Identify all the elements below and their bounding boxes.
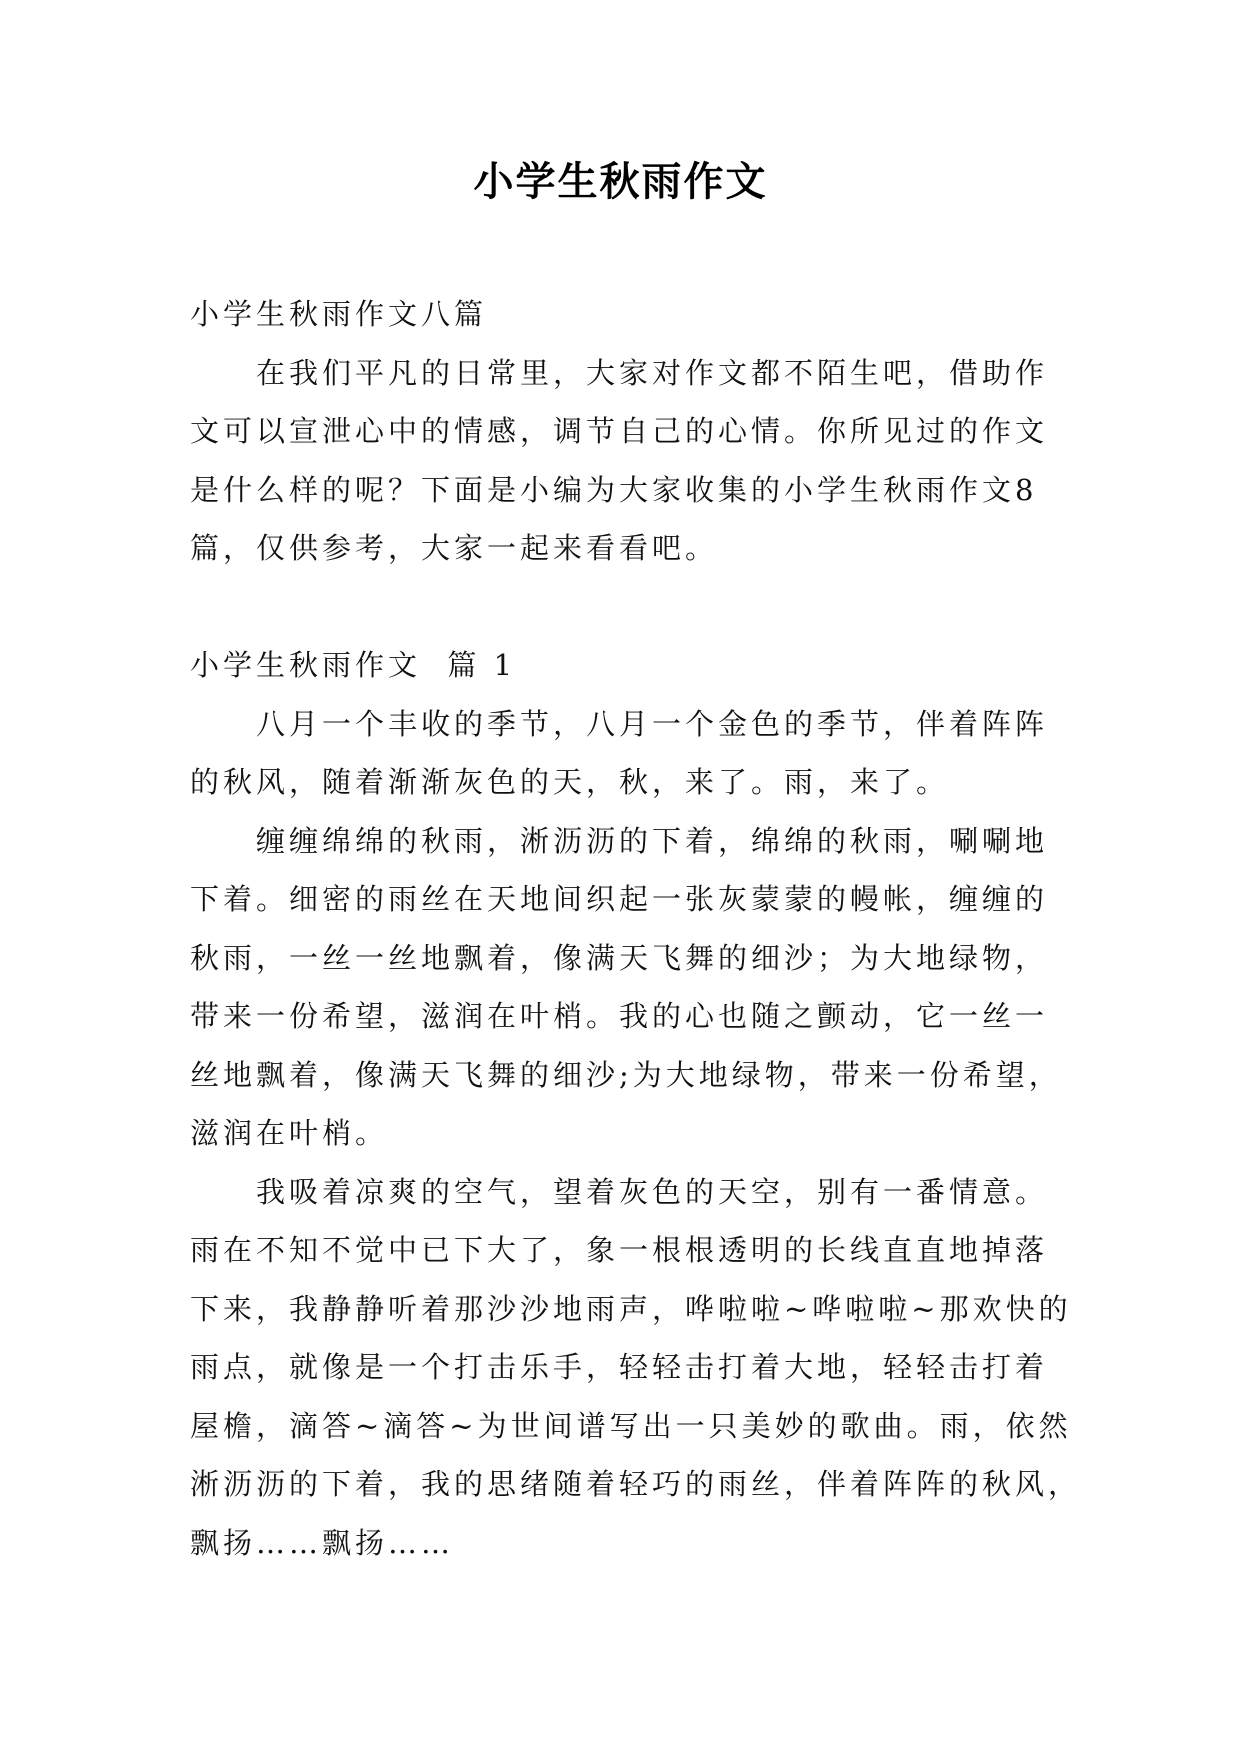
paragraph-3-line: 屋檐，滴答~滴答~为世间谱写出一只美妙的歌曲。雨，依然	[190, 1408, 1072, 1443]
section-heading: 小学生秋雨作文 篇 1	[190, 648, 517, 682]
paragraph-3-line: 下来，我静静听着那沙沙地雨声，哗啦啦~哗啦啦~那欢快的	[190, 1291, 1072, 1326]
paragraph-2-line: 下着。细密的雨丝在天地间织起一张灰蒙蒙的幔帐，缠缠的	[190, 882, 1049, 916]
paragraph-3-line: 淅沥沥的下着，我的思绪随着轻巧的雨丝，伴着阵阵的秋风，	[190, 1467, 1082, 1501]
paragraph-2-line: 丝地飘着，像满天飞舞的细沙;为大地绿物，带来一份希望，	[190, 1057, 1062, 1092]
intro-line: 在我们平凡的日常里，大家对作文都不陌生吧，借助作	[256, 355, 1049, 390]
paragraph-2-line: 缠缠绵绵的秋雨，淅沥沥的下着，绵绵的秋雨，唰唰地	[256, 823, 1049, 858]
paragraph-3-line: 我吸着凉爽的空气，望着灰色的天空，别有一番情意。	[256, 1174, 1049, 1209]
paragraph-3-line: 雨在不知不觉中已下大了，象一根根透明的长线直直地掉落	[190, 1233, 1049, 1267]
document-title: 小学生秋雨作文	[473, 159, 768, 205]
paragraph-3-line: 雨点，就像是一个打击乐手，轻轻击打着大地，轻轻击打着	[190, 1350, 1049, 1384]
paragraph-spacer	[190, 578, 1070, 637]
paragraph-1-line: 的秋风，随着渐渐灰色的天，秋，来了。雨，来了。	[190, 765, 950, 799]
intro-line: 文可以宣泄心中的情感，调节自己的心情。你所见过的作文	[190, 414, 1049, 448]
intro-line: 篇，仅供参考，大家一起来看看吧。	[190, 531, 719, 565]
paragraph-2-line: 秋雨，一丝一丝地飘着，像满天飞舞的细沙；为大地绿物，	[190, 940, 1049, 975]
essay-collection-heading: 小学生秋雨作文八篇	[190, 297, 488, 331]
intro-line: 是什么样的呢？下面是小编为大家收集的小学生秋雨作文8	[190, 472, 1038, 507]
paragraph-3-line: 飘扬……飘扬……	[190, 1525, 455, 1560]
paragraph-2-line: 滋润在叶梢。	[190, 1116, 389, 1150]
document-body	[190, 285, 1082, 1572]
paragraph-2-line: 带来一份希望，滋润在叶梢。我的心也随之颤动，它一丝一	[190, 999, 1049, 1033]
paragraph-1-line: 八月一个丰收的季节，八月一个金色的季节，伴着阵阵	[256, 706, 1049, 741]
